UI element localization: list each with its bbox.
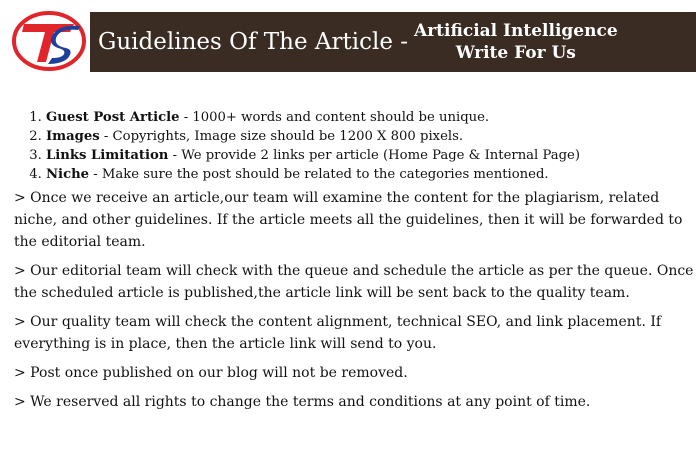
paragraph-rights: > We reserved all rights to change the terms and conditions at any point of time. xyxy=(14,394,591,410)
rules-list xyxy=(14,108,694,184)
guidelines-content xyxy=(14,108,694,413)
list-item xyxy=(46,146,694,165)
site-logo-icon xyxy=(10,10,88,72)
paragraph-quality: > Our quality team will check the content alignment, technical SEO, and link placement. If everything is in place, then the article link will send to you. xyxy=(14,314,662,352)
list-item xyxy=(46,165,694,184)
subtitle-line-2: Write For Us xyxy=(455,43,576,63)
rule-label: Images xyxy=(46,129,100,144)
paragraph-not-removed: > Post once published on our blog will not be removed. xyxy=(14,365,408,381)
header-banner xyxy=(90,12,696,72)
rule-text: - Make sure the post should be related to the categories mentioned. xyxy=(89,167,549,182)
page-subtitle xyxy=(414,20,618,64)
page-title: Guidelines Of The Article - xyxy=(98,29,409,55)
rule-text: - We provide 2 links per article (Home Page & Internal Page) xyxy=(168,148,580,163)
list-item xyxy=(46,108,694,127)
rule-text: - 1000+ words and content should be unique. xyxy=(179,110,490,125)
list-item xyxy=(46,127,694,146)
rule-label: Links Limitation xyxy=(46,148,169,163)
rule-label: Niche xyxy=(46,167,90,182)
subtitle-line-1: Artificial Intelligence xyxy=(414,21,618,41)
paragraph-review: > Once we receive an article,our team will examine the content for the plagiarism, related niche, and other guidelines. If the article meets all the guidelines, then it will be forwarded to the editorial team. xyxy=(14,190,683,250)
rule-label: Guest Post Article xyxy=(46,110,180,125)
paragraph-editorial: > Our editorial team will check with the queue and schedule the article as per the queue. Once the scheduled article is published,the article link will be sent back to the quality team. xyxy=(14,263,694,301)
rule-text: - Copyrights, Image size should be 1200 X 800 pixels. xyxy=(99,129,464,144)
